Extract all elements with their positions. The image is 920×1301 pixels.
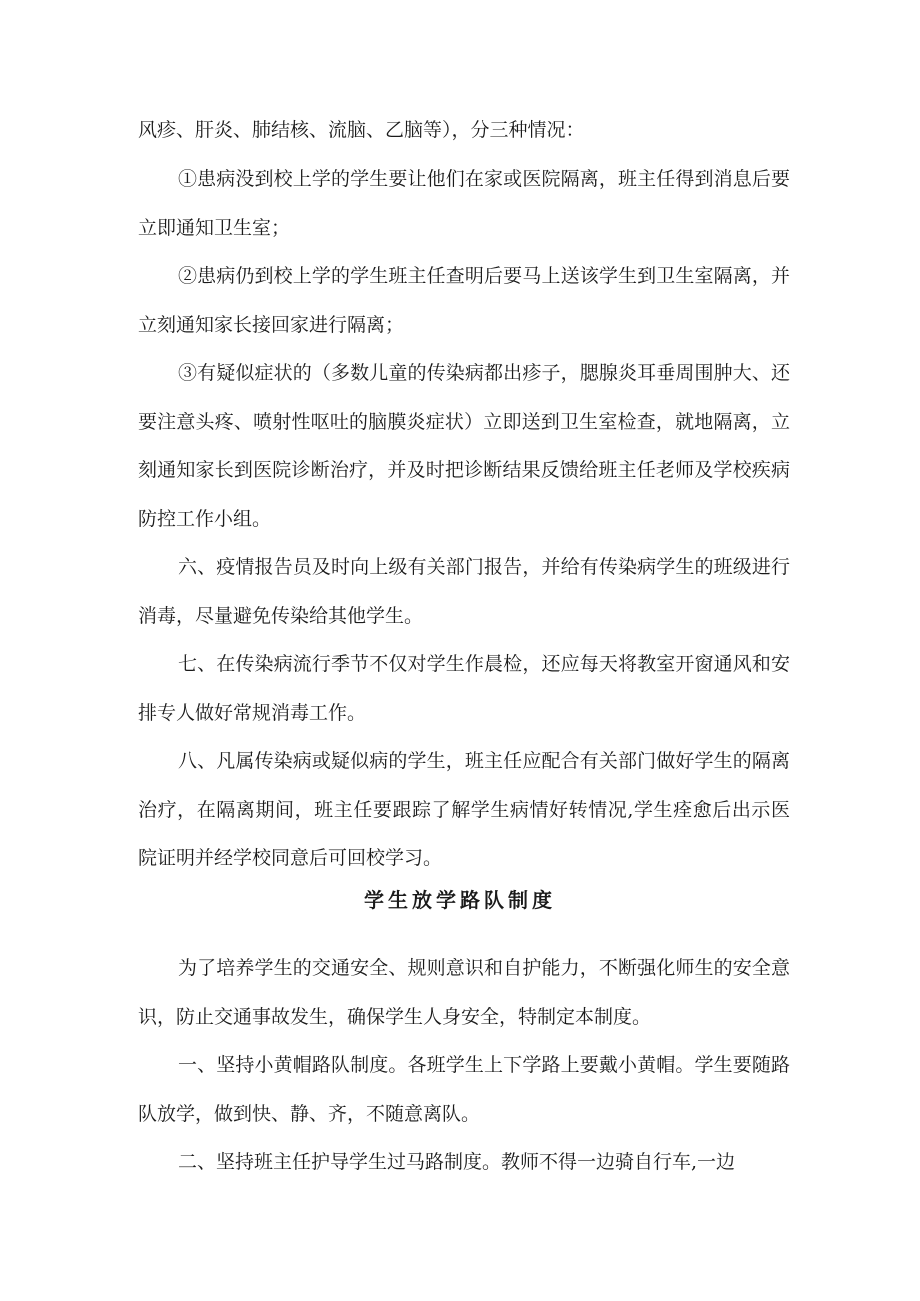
section-title: 学生放学路队制度 bbox=[364, 888, 556, 912]
paragraph-item-8: 八、凡属传染病或疑似病的学生，班主任应配合有关部门做好学生的隔离治疗，在隔离期间，班主任要跟踪了解学生病情好转情况,学生痊愈后出示医院证明并经学校同意后可回校学习。 bbox=[138, 750, 790, 869]
paragraph-case-2: ②患病仍到校上学的学生班主任查明后要马上送该学生到卫生室隔离，并立刻通知家长接回家进行隔离； bbox=[138, 265, 790, 336]
paragraph-case-3: ③有疑似症状的（多数儿童的传染病都出疹子，腮腺炎耳垂周围肿大、还要注意头疼、喷射性呕吐的脑膜炎症状）立即送到卫生室检查，就地隔离，立刻通知家长到医院诊断治疗，并及时把诊断结果反馈给班主任老师及学校疾病防控工作小组。 bbox=[138, 362, 790, 530]
paragraph-rule-2: 二、坚持班主任护导学生过马路制度。教师不得一边骑自行车,一边 bbox=[178, 1151, 736, 1173]
paragraph-item-6: 六、疫情报告员及时向上级有关部门报告，并给有传染病学生的班级进行消毒，尽量避免传染给其他学生。 bbox=[138, 556, 790, 627]
paragraph-item-7: 七、在传染病流行季节不仅对学生作晨检，还应每天将教室开窗通风和安排专人做好常规消毒工作。 bbox=[138, 653, 790, 724]
paragraph-continuation: 风疹、肝炎、肺结核、流脑、乙脑等），分三种情况： bbox=[138, 119, 585, 141]
paragraph-case-1: ①患病没到校上学的学生要让他们在家或医院隔离，班主任得到消息后要立即通知卫生室； bbox=[138, 168, 790, 239]
paragraph-rule-1: 一、坚持小黄帽路队制度。各班学生上下学路上要戴小黄帽。学生要随路队放学，做到快、静、齐，不随意离队。 bbox=[138, 1054, 790, 1125]
paragraph-intro: 为了培养学生的交通安全、规则意识和自护能力，不断强化师生的安全意识，防止交通事故发生，确保学生人身安全，特制定本制度。 bbox=[138, 957, 790, 1028]
